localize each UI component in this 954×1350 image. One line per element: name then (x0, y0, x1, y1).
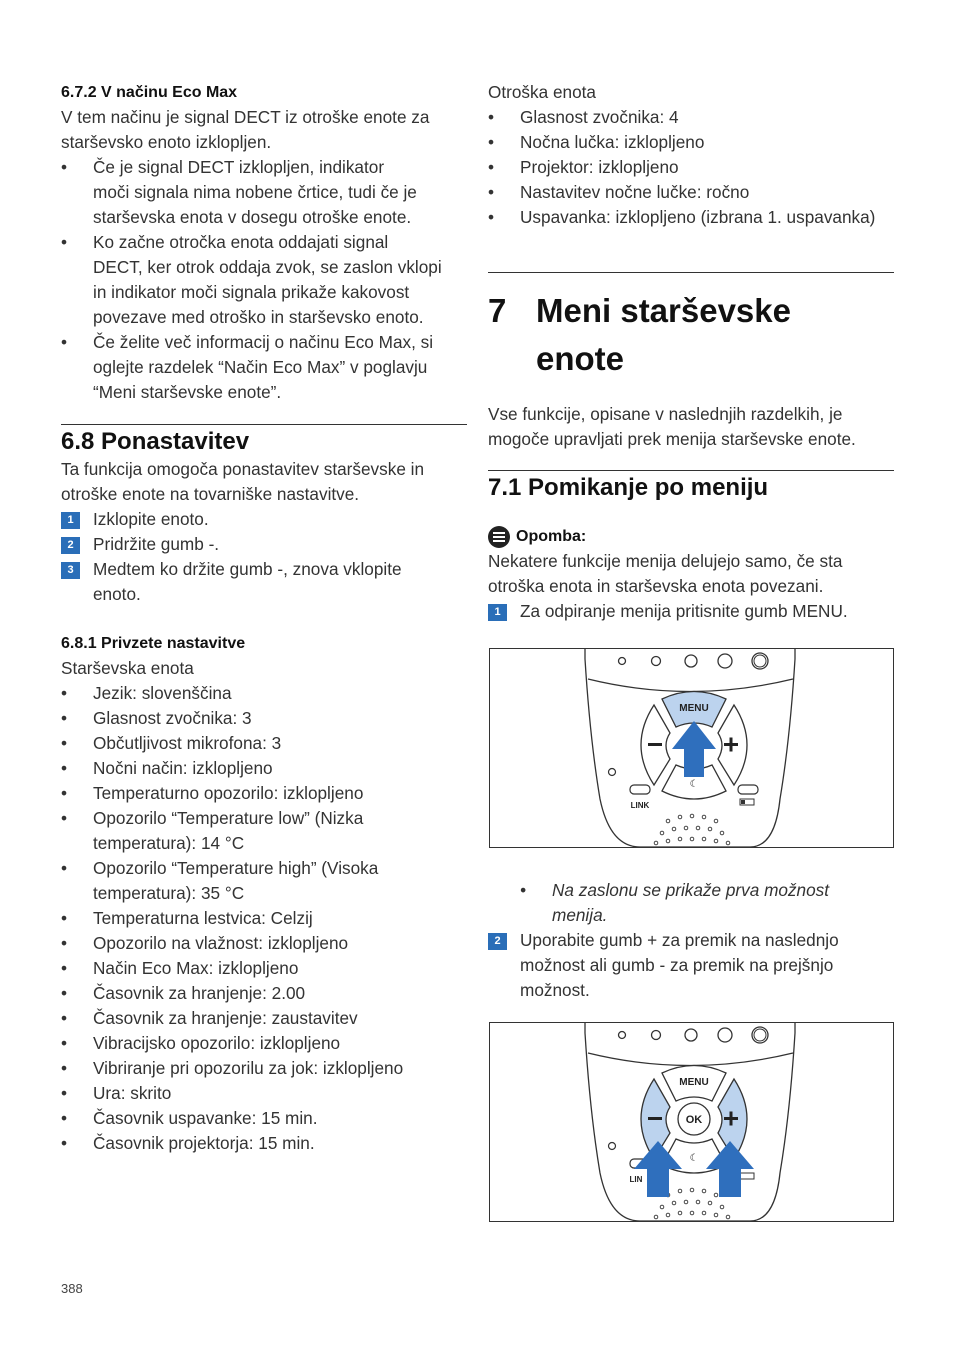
section-heading-6-7-2: 6.7.2 V načinu Eco Max (61, 84, 238, 101)
paragraph: V tem načinu je signal DECT iz otroške enote za starševsko enoto izklopljen. (61, 107, 430, 152)
step-number: 3 (61, 562, 80, 579)
list-item: • Projektor: izklopljeno (488, 155, 894, 180)
list-item: • Uspavanka: izklopljeno (izbrana 1. uspavanka) (488, 205, 894, 230)
list-item: • Temperaturno opozorilo: izklopljeno (61, 781, 467, 806)
step-number: 1 (488, 604, 507, 621)
result-list (488, 878, 894, 928)
list-item: • Če želite več informacij o načinu Eco Max, si oglejte razdelek “Način Eco Max” v poglavju “Meni starševske enote”. (61, 330, 467, 405)
menu-button-label: MENU (679, 703, 709, 714)
result-and-step2 (488, 878, 894, 1003)
link-label: LINK (630, 801, 650, 810)
list-item: • Časovnik za hranjenje: zaustavitev (61, 1006, 467, 1031)
step-item: 3 Medtem ko držite gumb -, znova vklopite enoto. (61, 557, 467, 607)
menu-button-label: MENU (679, 1077, 709, 1088)
steps-reset (61, 507, 467, 607)
step-item: 2 Pridržite gumb -. (61, 532, 467, 557)
step-item: 2 Uporabite gumb + za premik na naslednjo možnost ali gumb - za premik na prejšnjo možnost. (488, 928, 894, 1003)
steps-menu-navigate (488, 928, 894, 1003)
paragraph: Ta funkcija omogoča ponastavitev starševske in otroške enote na tovarniške nastavitve. (61, 459, 425, 504)
figure-menu-button (489, 648, 894, 848)
divider (61, 424, 467, 425)
list-item: • Če je signal DECT izklopljen, indikator moči signala nima nobene črtice, tudi če je starševska enota v dosegu otroške enote. (61, 155, 467, 230)
bullet-list-eco-max (61, 155, 467, 405)
list-item: • Način Eco Max: izklopljeno (61, 956, 467, 981)
list-item: • Nočni način: izklopljeno (61, 756, 467, 781)
note-heading: Opomba: (488, 524, 894, 549)
baby-defaults-list (488, 105, 894, 230)
note-text: Nekatere funkcije menija delujejo samo, če sta otroška enota in starševska enota povezani. (488, 551, 843, 596)
left-column (61, 80, 467, 1156)
steps-menu-open (488, 599, 894, 624)
svg-text:☾: ☾ (689, 1153, 699, 1164)
step-item: 1 Izklopite enoto. (61, 507, 467, 532)
section-heading-6-8-1: 6.8.1 Privzete nastavitve (61, 635, 246, 652)
link-label: LIN (629, 1175, 643, 1184)
svg-text:☾: ☾ (689, 779, 699, 790)
list-item: • Glasnost zvočnika: 3 (61, 706, 467, 731)
list-item: • Opozorilo “Temperature low” (Nizka temperatura): 14 °C (61, 806, 467, 856)
figure-plus-minus-buttons (489, 1022, 894, 1222)
list-item: • Nočna lučka: izklopljeno (488, 130, 894, 155)
parent-defaults-list (61, 681, 467, 1156)
list-item: • Časovnik za hranjenje: 2.00 (61, 981, 467, 1006)
list-item: • Opozorilo “Temperature high” (Visoka temperatura): 35 °C (61, 856, 467, 906)
divider (488, 470, 894, 471)
list-item: • Nastavitev nočne lučke: ročno (488, 180, 894, 205)
list-item: • Občutljivost mikrofona: 3 (61, 731, 467, 756)
parent-unit-label: Starševska enota (61, 658, 194, 678)
list-item: • Glasnost zvočnika: 4 (488, 105, 894, 130)
list-item: • Vibriranje pri opozorilu za jok: izklopljeno (61, 1056, 467, 1081)
paragraph: Vse funkcije, opisane v naslednjih razdelkih, je mogoče upravljati prek menija starševske enote. (488, 404, 856, 449)
right-column (488, 80, 894, 624)
page-number: 388 (61, 1281, 83, 1296)
list-item: • Jezik: slovenščina (61, 681, 467, 706)
list-item: • Vibracijsko opozorilo: izklopljeno (61, 1031, 467, 1056)
section-heading-6-8: 6.8 Ponastavitev (61, 428, 250, 455)
list-item: • Časovnik uspavanke: 15 min. (61, 1106, 467, 1131)
chapter-title: 7 Meni starševske enote (488, 287, 894, 383)
step-number: 2 (488, 933, 507, 950)
chapter-number: 7 (488, 292, 507, 329)
result-item: • Na zaslonu se prikaže prva možnost menija. (520, 878, 894, 928)
parent-unit-illustration-2 (490, 1023, 893, 1221)
step-number: 2 (61, 537, 80, 554)
list-item: • Temperaturna lestvica: Celzij (61, 906, 467, 931)
step-number: 1 (61, 512, 80, 529)
list-item: • Ko začne otročka enota oddajati signal DECT, ker otrok oddaja zvok, se zaslon vklopi in indikator moči signala prikaže kakovost povezave med otroško in starševsko enoto. (61, 230, 467, 330)
step-item: 1 Za odpiranje menija pritisnite gumb MENU. (488, 599, 894, 624)
section-heading-7-1: 7.1 Pomikanje po meniju (488, 474, 769, 501)
baby-unit-label: Otroška enota (488, 82, 596, 102)
note-icon (488, 526, 510, 548)
list-item: • Časovnik projektorja: 15 min. (61, 1131, 467, 1156)
divider (488, 272, 894, 273)
parent-unit-illustration-1 (490, 649, 893, 847)
list-item: • Opozorilo na vlažnost: izklopljeno (61, 931, 467, 956)
list-item: • Ura: skrito (61, 1081, 467, 1106)
ok-button-label: OK (685, 1114, 703, 1126)
